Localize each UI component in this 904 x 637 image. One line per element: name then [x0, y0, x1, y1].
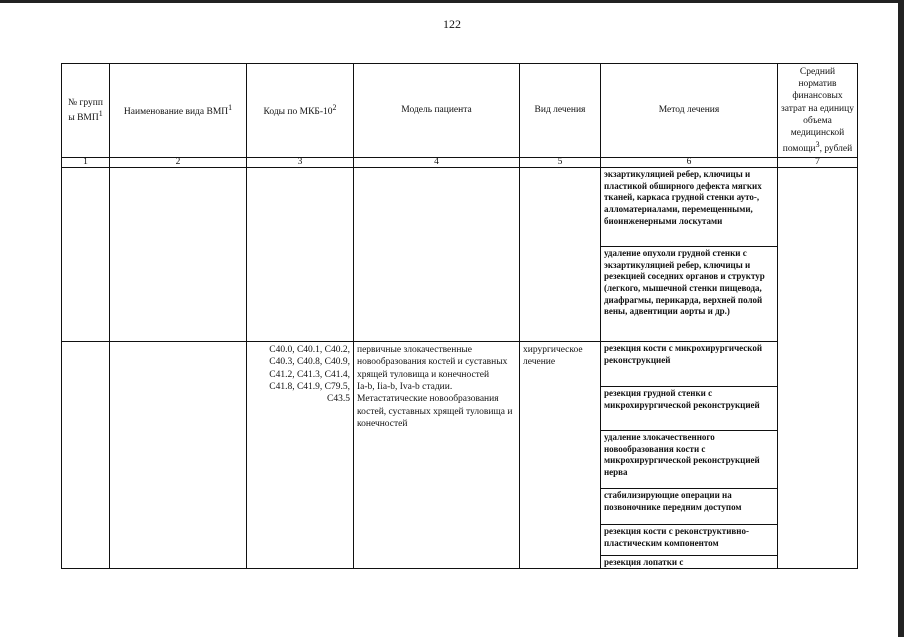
header-row — [62, 64, 858, 158]
icd-codes-cell: C40.0, C40.1, C40.2, C40.3, C40.8, C40.9, C41.2, C41.3, C41.4, C41.8, C41.9, C79.5, C43.5 — [247, 342, 354, 569]
vmp-table — [61, 63, 858, 569]
column-number-row — [62, 158, 858, 168]
method-cell: резекция лопатки с — [601, 556, 778, 569]
header-patient-model: Модель пациента — [354, 64, 520, 158]
patient-model-line: Метастатические новообразования костей, суставных хрящей туловища и конечностей — [357, 394, 513, 430]
header-treatment-type: Вид лечения — [520, 64, 601, 158]
patient-model-line: Ia-b, Iia-b, Iva-b стадии. — [357, 382, 453, 393]
table-row — [62, 342, 858, 387]
codes-cell — [247, 168, 354, 342]
patient-model-line: первичные злокачественные новообразования костей и суставных хрящей туловища и конечностей — [357, 345, 508, 380]
column-number: 5 — [520, 158, 601, 168]
method-cell: удаление опухоли грудной стенки с экзартикуляцией ребер, ключицы и резекцией соседних органов и структур (легкого, мышечной стенки пищевода, диафрагмы, перикарда, верхней полой вены, адвентиции аорты и др.) — [601, 247, 778, 342]
column-number: 7 — [778, 158, 858, 168]
patient-model-cell — [354, 168, 520, 342]
header-cost-norm: Средний норматив финансовых затрат на единицу объема медицинской помощи$^3$, рублей — [778, 64, 858, 158]
column-number: 2 — [110, 158, 247, 168]
method-cell: стабилизирующие операции на позвоночнике передним доступом — [601, 489, 778, 525]
scan-edge-top — [0, 0, 904, 3]
scan-edge-right — [898, 0, 904, 637]
vmp-table-wrapper — [61, 63, 858, 569]
column-number: 3 — [247, 158, 354, 168]
table-row — [62, 168, 858, 247]
column-number: 1 — [62, 158, 110, 168]
method-cell: экзартикуляцией ребер, ключицы и пластикой обширного дефекта мягких тканей, каркаса грудной стенки ауто-, алломатериалами, перемещенными, биоинженерными лоскутами — [601, 168, 778, 247]
vmp-name-cell — [110, 168, 247, 342]
method-cell: резекция грудной стенки с микрохирургической реконструкцией — [601, 387, 778, 431]
column-number: 6 — [601, 158, 778, 168]
patient-model-cell — [354, 342, 520, 569]
method-cell: резекция кости с микрохирургической реконструкцией — [601, 342, 778, 387]
group-number-cell — [62, 342, 110, 569]
method-cell: резекция кости с реконструктивно-пластическим компонентом — [601, 525, 778, 556]
header-group-number: № групп ы ВМП$^1$ — [62, 64, 110, 158]
treatment-type-cell — [520, 168, 601, 342]
treatment-type-cell: хирургическое лечение — [520, 342, 601, 569]
cost-cell — [778, 168, 858, 569]
page-number: 122 — [443, 17, 461, 31]
header-vmp-name: Наименование вида ВМП$^1$ — [110, 64, 247, 158]
header-treatment-method: Метод лечения — [601, 64, 778, 158]
column-number: 4 — [354, 158, 520, 168]
vmp-name-cell — [110, 342, 247, 569]
method-cell: удаление злокачественного новообразования кости с микрохирургической реконструкцией нерва — [601, 431, 778, 489]
header-icd-codes: Коды по МКБ-$10^2$ — [247, 64, 354, 158]
group-number-cell — [62, 168, 110, 342]
